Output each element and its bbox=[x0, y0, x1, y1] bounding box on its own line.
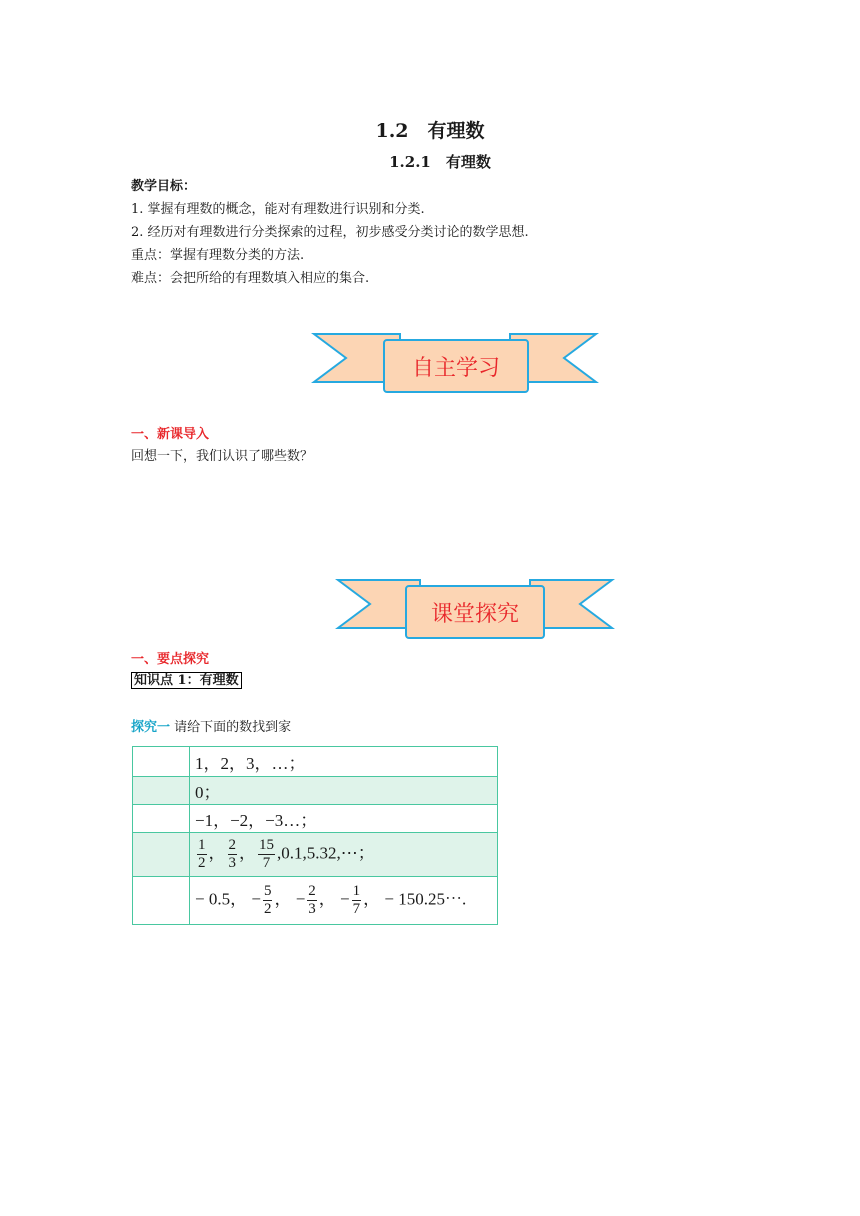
denominator: 3 bbox=[228, 855, 236, 871]
table-row bbox=[133, 833, 498, 877]
table-row bbox=[133, 877, 498, 925]
table-cell-empty bbox=[133, 877, 190, 925]
denominator: 3 bbox=[308, 901, 316, 917]
table-cell-empty bbox=[133, 805, 190, 833]
table-cell-fractions bbox=[190, 833, 498, 877]
table-cell: 0； bbox=[190, 777, 498, 805]
table-cell-negatives bbox=[190, 877, 498, 925]
numerator: 5 bbox=[263, 883, 272, 899]
denominator: 7 bbox=[262, 855, 271, 871]
denominator: 2 bbox=[198, 855, 206, 871]
table-cell: 1，2，3，…； bbox=[190, 747, 498, 777]
table-cell: −1，−2，−3…； bbox=[190, 805, 498, 833]
table-cell-empty bbox=[133, 777, 190, 805]
page-title: 1.2 有理数 bbox=[375, 120, 485, 142]
separator: ， bbox=[239, 843, 256, 863]
table-cell-empty bbox=[133, 833, 190, 877]
tail-text: − 150.25⋯. bbox=[384, 889, 467, 909]
minus-sign: − bbox=[295, 889, 306, 909]
section1-heading: 一、新课导入 bbox=[131, 427, 210, 442]
explore-label: 探究一 bbox=[131, 720, 171, 735]
objectives-heading: 教学目标： bbox=[131, 179, 197, 194]
key-point: 重点：掌握有理数分类的方法. bbox=[131, 248, 305, 263]
table-row bbox=[133, 747, 498, 777]
banner-class-explore-label: 课堂探究 bbox=[430, 602, 520, 627]
difficulty: 难点：会把所给的有理数填入相应的集合. bbox=[131, 271, 370, 286]
fraction bbox=[258, 838, 275, 871]
numerator: 1 bbox=[352, 883, 361, 899]
minus-sign: − bbox=[340, 889, 350, 909]
numerator: 2 bbox=[308, 883, 316, 899]
fraction bbox=[228, 838, 238, 871]
banner-self-study bbox=[310, 330, 602, 396]
knowledge-point-box bbox=[131, 669, 242, 688]
page-subtitle: 1.2.1 有理数 bbox=[389, 153, 491, 171]
table-row bbox=[133, 777, 498, 805]
objective-item: 1. 掌握有理数的概念，能对有理数进行识别和分类. bbox=[131, 202, 425, 217]
fraction bbox=[263, 884, 273, 917]
numerator: 2 bbox=[228, 837, 236, 853]
table-cell-empty bbox=[133, 747, 190, 777]
banner-self-study-label: 自主学习 bbox=[411, 356, 501, 381]
table-row bbox=[133, 805, 498, 833]
separator: ， bbox=[363, 889, 381, 909]
numerator: 1 bbox=[198, 837, 206, 853]
fraction bbox=[307, 884, 317, 917]
decimals-text: ,0.1,5.32,⋯； bbox=[277, 843, 375, 863]
explore-line bbox=[131, 716, 291, 735]
objective-item: 2. 经历对有理数进行分类探索的过程，初步感受分类讨论的数学思想. bbox=[131, 225, 529, 240]
lead-text: − 0.5， bbox=[195, 889, 248, 909]
separator: ， bbox=[274, 889, 292, 909]
denominator: 2 bbox=[263, 901, 272, 917]
explore-text: 请给下面的数找到家 bbox=[170, 720, 292, 735]
knowledge-point-label: 知识点 1：有理数 bbox=[131, 672, 242, 689]
number-table bbox=[132, 746, 498, 925]
section1-text: 回想一下，我们认识了哪些数？ bbox=[131, 449, 314, 464]
separator: ， bbox=[318, 889, 336, 909]
numerator: 15 bbox=[259, 837, 274, 853]
fraction bbox=[352, 884, 362, 917]
separator: ， bbox=[208, 843, 226, 863]
fraction bbox=[197, 838, 207, 871]
minus-sign: − bbox=[251, 889, 261, 909]
section2-heading: 一、要点探究 bbox=[131, 652, 210, 667]
denominator: 7 bbox=[352, 901, 361, 917]
banner-class-explore bbox=[334, 576, 616, 642]
